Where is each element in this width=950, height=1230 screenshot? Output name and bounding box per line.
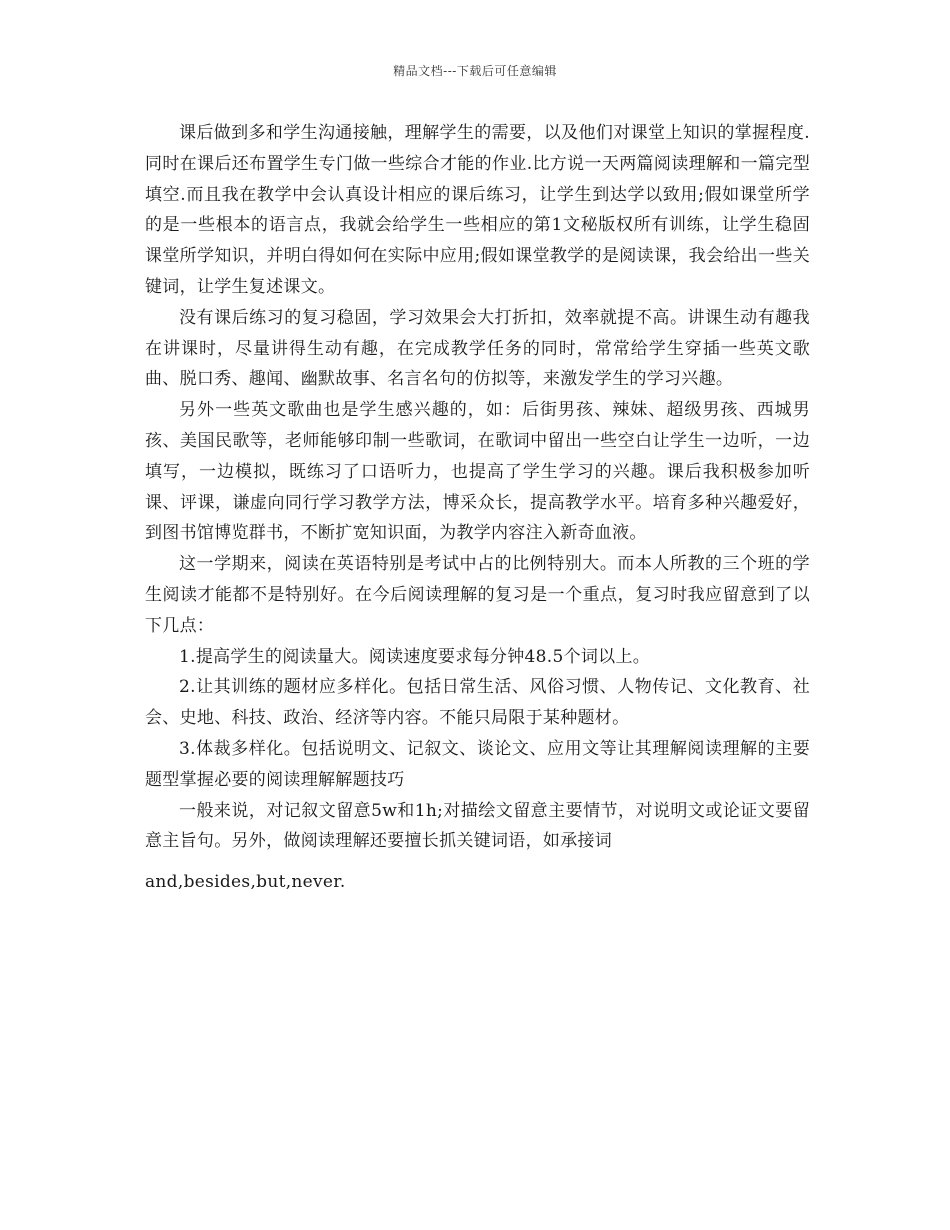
paragraph-review-practice: 没有课后练习的复习稳固，学习效果会大打折扣，效率就提不高。讲课生动有趣我在讲课时，尽量讲得生动有趣，在完成教学任务的同时，常常给学生穿插一些英文歌曲、脱口秀、趣闻、幽默故事、名言名句的仿拟等，来激发学生的学习兴趣。	[145, 307, 810, 390]
list-item-3: 3.体裁多样化。包括说明文、记叙文、谈论文、应用文等让其理解阅读理解的主要题型掌握必要的阅读理解解题技巧	[145, 738, 810, 790]
document-body	[145, 118, 810, 898]
paragraph-conjunctions: and,besides,but,never.	[145, 872, 346, 893]
paragraph-reading-tips: 一般来说，对记叙文留意5w和1h;对描绘文留意主要情节，对说明文或论证文要留意主旨句。另外，做阅读理解还要擅长抓关键词语，如承接词	[145, 800, 810, 852]
list-item-1: 1.提高学生的阅读量大。阅读速度要求每分钟48.5个词以上。	[179, 646, 651, 667]
paragraph-reading-semester: 这一学期来，阅读在英语特别是考试中占的比例特别大。而本人所教的三个班的学生阅读才能都不是特别好。在今后阅读理解的复习是一个重点，复习时我应留意到了以下几点：	[145, 554, 810, 636]
paragraph-after-class-communication: 课后做到多和学生沟通接触，理解学生的需要，以及他们对课堂上知识的掌握程度.同时在课后还布置学生专门做一些综合才能的作业.比方说一天两篇阅读理解和一篇完型填空.而且我在教学中会认真设计相应的课后练习，让学生到达学以致用;假如课堂所学的是一些根本的语言点，我就会给学生一些相应的第1文秘版权所有训练，让学生稳固课堂所学知识，并明白得如何在实际中应用;假如课堂教学的是阅读课，我会给出一些关键词，让学生复述课文。	[145, 123, 810, 297]
paragraph-english-songs: 另外一些英文歌曲也是学生感兴趣的，如：后街男孩、辣妹、超级男孩、西城男孩、美国民歌等，老师能够印制一些歌词，在歌词中留出一些空白让学生一边听，一边填写，一边模拟，既练习了口语听力，也提高了学生学习的兴趣。课后我积极参加听课、评课，谦虚向同行学习教学方法，博采众长，提高教学水平。培育多种兴趣爱好，到图书馆博览群书，不断扩宽知识面，为教学内容注入新奇血液。	[145, 400, 810, 544]
list-item-2: 2.让其训练的题材应多样化。包括日常生活、风俗习惯、人物传记、文化教育、社会、史地、科技、政治、经济等内容。不能只局限于某种题材。	[145, 677, 810, 729]
page-header: 精品文档---下载后可任意编辑	[393, 64, 557, 78]
